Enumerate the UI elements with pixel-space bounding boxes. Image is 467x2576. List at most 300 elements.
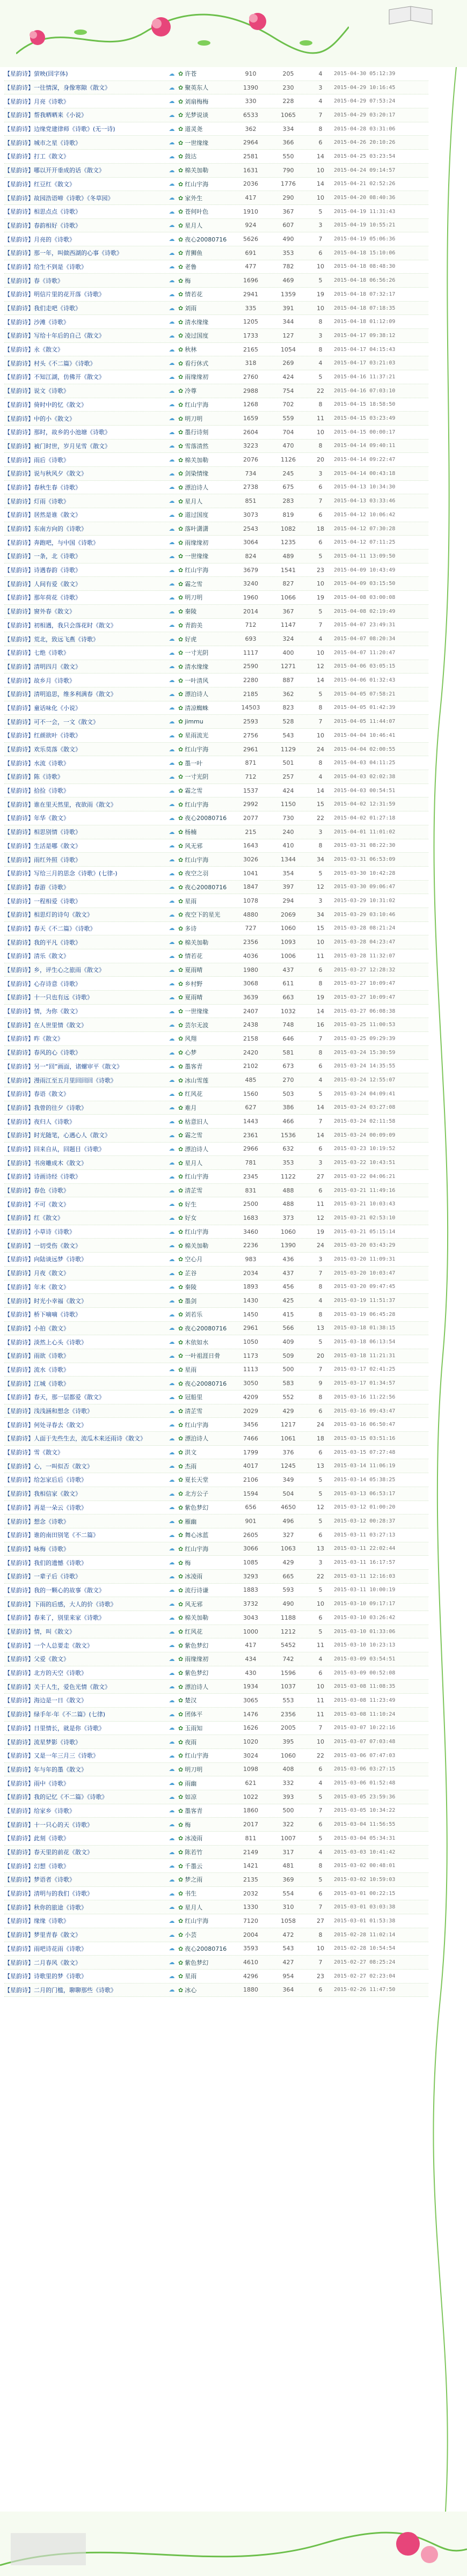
- thread-author-link[interactable]: [178, 1089, 232, 1098]
- thread-title-link[interactable]: 【星韵诗】被门时世，岁月见雪《散文》: [4, 442, 111, 450]
- thread-title-link[interactable]: 【星韵诗】我们走吧《诗歌》: [4, 305, 81, 312]
- thread-author-link[interactable]: [178, 593, 232, 602]
- thread-author-link[interactable]: [178, 897, 232, 905]
- thread-author-link[interactable]: [178, 607, 232, 616]
- thread-title-link[interactable]: 【星韵诗】二月春风《散文》: [4, 1959, 81, 1966]
- thread-author-link[interactable]: [178, 1462, 232, 1470]
- thread-author-link[interactable]: [178, 372, 232, 381]
- thread-author-link[interactable]: [178, 1958, 232, 1967]
- thread-date: 2015-04-06 03:05:15: [334, 663, 396, 670]
- thread-title-link[interactable]: 【星韵诗】春《诗歌》: [4, 277, 63, 284]
- thread-title-link[interactable]: 【星韵诗】父爱《散文》: [4, 1656, 69, 1663]
- thread-title-link[interactable]: 【星韵诗】时光随笔，心遇心人《散文》: [4, 1132, 111, 1139]
- thread-author-link[interactable]: [178, 1710, 232, 1718]
- user-icon: ✿: [178, 1918, 184, 1925]
- thread-author-link[interactable]: [178, 469, 232, 478]
- thread-views: 2992: [243, 801, 258, 808]
- thread-title-link[interactable]: 【星韵诗】缘缘《诗歌》: [4, 1918, 69, 1925]
- thread-title-link[interactable]: 【星韵诗】相思别情《诗歌》: [4, 829, 81, 836]
- thread-author-link[interactable]: [178, 1944, 232, 1953]
- mood-icon: ☁: [169, 1642, 175, 1649]
- thread-title-link[interactable]: 【星韵诗】中的小《散文》: [4, 415, 75, 422]
- thread-author-link[interactable]: [178, 276, 232, 285]
- thread-views: 910: [245, 70, 257, 77]
- thread-title-link[interactable]: 【星韵诗】一辈子后《诗歌》: [4, 1573, 81, 1580]
- thread-date: 2015-04-14 09:22:47: [334, 457, 396, 463]
- thread-title-link[interactable]: 【星韵诗】春天里的前花《散文》: [4, 1849, 93, 1856]
- thread-title-link[interactable]: 【星韵诗】红豆红《散文》: [4, 180, 75, 188]
- thread-title-link[interactable]: 【星韵诗】谁的南田别笔《不二篇》: [4, 1532, 99, 1539]
- thread-title-link[interactable]: 【星韵诗】居然是谁《散文》: [4, 511, 81, 519]
- thread-title-link[interactable]: 【星韵诗】那时，故乡的小池塘《诗歌》: [4, 429, 111, 436]
- thread-title-link[interactable]: 【星韵诗】书房雕成木《散文》: [4, 1159, 87, 1167]
- thread-author-link[interactable]: [178, 828, 232, 836]
- thread-author-link[interactable]: [178, 841, 232, 850]
- thread-replies: 240: [282, 828, 294, 836]
- thread-title-link[interactable]: 【星韵诗】心存诗意《诗歌》: [4, 980, 81, 987]
- thread-title-link[interactable]: 【星韵诗】十一只也有远《诗歌》: [4, 994, 93, 1001]
- thread-author-link[interactable]: [178, 456, 232, 464]
- user-icon: ✿: [178, 497, 184, 505]
- thread-author-link[interactable]: [178, 883, 232, 891]
- thread-title-link[interactable]: 【星韵诗】心，一叫似否《散文》: [4, 1462, 93, 1470]
- thread-author-link[interactable]: [178, 1489, 232, 1498]
- thread-author-link[interactable]: [178, 869, 232, 877]
- thread-author-link[interactable]: [178, 1103, 232, 1112]
- thread-author-link[interactable]: [178, 497, 232, 506]
- thread-title-link[interactable]: 【星韵诗】年与年的墨《散文》: [4, 1766, 87, 1773]
- thread-title-link[interactable]: 【星韵诗】倚时中的忆《散文》: [4, 401, 87, 408]
- thread-title-link[interactable]: 【星韵诗】雪《散文》: [4, 1449, 63, 1457]
- thread-author-link[interactable]: [178, 1668, 232, 1677]
- thread-title-link[interactable]: 【星韵诗】写给三月的思念《诗歌》(七律-): [4, 870, 118, 877]
- thread-author-link[interactable]: [178, 1421, 232, 1429]
- thread-author-link[interactable]: [178, 1297, 232, 1305]
- thread-flowers: 6: [318, 139, 323, 147]
- thread-author-link[interactable]: [178, 194, 232, 202]
- thread-author-link[interactable]: [178, 1531, 232, 1539]
- thread-author-link[interactable]: [178, 1779, 232, 1788]
- user-icon: ✿: [178, 621, 184, 629]
- thread-author-link[interactable]: [178, 386, 232, 395]
- thread-author-link[interactable]: [178, 400, 232, 409]
- thread-title-link[interactable]: 【星韵诗】永《散文》: [4, 346, 63, 354]
- thread-author-link[interactable]: [178, 235, 232, 244]
- thread-author-link[interactable]: [178, 1255, 232, 1263]
- thread-title-link[interactable]: 【星韵诗】春天《不二篇》《诗歌》: [4, 925, 96, 932]
- thread-author-link[interactable]: [178, 304, 232, 312]
- thread-author-link[interactable]: [178, 1848, 232, 1856]
- thread-author-link[interactable]: [178, 1572, 232, 1580]
- thread-author-link[interactable]: [178, 166, 232, 174]
- thread-title-link[interactable]: 【星韵诗】年末《散文》: [4, 1283, 69, 1291]
- thread-author-link[interactable]: [178, 1241, 232, 1250]
- thread-author-link[interactable]: [178, 800, 232, 809]
- thread-title-link[interactable]: 【星韵诗】昨《散文》: [4, 1035, 63, 1043]
- thread-author-link[interactable]: [178, 1117, 232, 1126]
- thread-title-link[interactable]: 【星韵诗】海边是一日《散文》: [4, 1697, 87, 1704]
- thread-title-link[interactable]: 【星韵诗】流星梦影《诗歌》: [4, 1738, 81, 1746]
- thread-author-link[interactable]: [178, 1351, 232, 1360]
- thread-title-link[interactable]: 【星韵诗】说与秋风夕《散文》: [4, 470, 87, 478]
- thread-author-link[interactable]: [178, 1765, 232, 1774]
- thread-author-link[interactable]: [178, 745, 232, 753]
- thread-date: 2015-03-30 10:42:28: [334, 870, 396, 876]
- thread-author-link[interactable]: [178, 1475, 232, 1484]
- thread-author-link[interactable]: [178, 1903, 232, 1912]
- thread-title-link[interactable]: 【星韵诗】北方的天空《诗歌》: [4, 1670, 87, 1677]
- thread-title-link[interactable]: 【星韵诗】那一年，叫做西湖的心事《诗歌》: [4, 250, 122, 257]
- thread-title-link[interactable]: 【星韵诗】拾捡《诗歌》: [4, 787, 69, 795]
- thread-author-link[interactable]: [178, 221, 232, 230]
- thread-title-link[interactable]: 【星韵诗】给怎家后后《诗歌》: [4, 1476, 87, 1484]
- thread-author-link[interactable]: [178, 290, 232, 298]
- thread-author-link[interactable]: [178, 1365, 232, 1374]
- thread-author-link[interactable]: [178, 759, 232, 767]
- thread-title-link[interactable]: 【星韵诗】另一“回”画面，诸螺审平《散文》: [4, 1063, 123, 1070]
- thread-title-link[interactable]: 【星韵诗】一往情深，身像寒隙《散文》: [4, 84, 111, 92]
- thread-title-link[interactable]: 【星韵诗】给家乡《诗歌》: [4, 1807, 75, 1814]
- thread-title-link[interactable]: 【星韵诗】想念《诗歌》: [4, 1518, 69, 1525]
- thread-title-link[interactable]: 【星韵诗】回来自从，回题目《诗歌》: [4, 1145, 105, 1153]
- thread-title-link[interactable]: 【星韵诗】春秋生春《诗歌》: [4, 484, 81, 491]
- thread-author-link[interactable]: [178, 125, 232, 133]
- thread-title-link[interactable]: 【星韵诗】诗画诗经《诗歌》: [4, 1173, 81, 1181]
- thread-title-link[interactable]: 【星韵诗】东南方向的《诗歌》: [4, 525, 87, 533]
- thread-author-link[interactable]: [178, 1283, 232, 1291]
- thread-author-link[interactable]: [178, 111, 232, 119]
- thread-author-link[interactable]: [178, 676, 232, 685]
- thread-title-link[interactable]: 【星韵诗】雨中《诗歌》: [4, 1780, 69, 1787]
- thread-title-link[interactable]: 【星韵诗】十一只心的天《诗歌》: [4, 1821, 93, 1828]
- thread-author-link[interactable]: [178, 1916, 232, 1925]
- thread-views: 983: [245, 1255, 257, 1263]
- thread-title-link[interactable]: 【星韵诗】相思灯的诗句《散文》: [4, 911, 93, 919]
- thread-title-link[interactable]: 【星韵诗】桥下嘀嘀《诗歌》: [4, 1311, 81, 1319]
- thread-title-link[interactable]: 【星韵诗】可不一会，一文《散文》: [4, 718, 99, 726]
- thread-author-link[interactable]: [178, 786, 232, 795]
- thread-author-link[interactable]: [178, 1393, 232, 1401]
- thread-date: 2015-03-02 00:48:01: [334, 1863, 396, 1869]
- thread-author-link[interactable]: [178, 1517, 232, 1526]
- thread-author-link[interactable]: [178, 428, 232, 436]
- thread-title-link[interactable]: 【星韵诗】梦里青春《散文》: [4, 1931, 81, 1939]
- thread-title-link[interactable]: 【星韵诗】秋你的旅途《诗歌》: [4, 1904, 87, 1911]
- thread-author-link[interactable]: [178, 1407, 232, 1415]
- thread-title-link[interactable]: 【星韵诗】何处寻春去《散文》: [4, 1421, 87, 1429]
- thread-author-link[interactable]: [178, 1448, 232, 1457]
- thread-title-link[interactable]: 【星韵诗】荒北，致远飞燕《诗歌》: [4, 635, 99, 643]
- thread-author-link[interactable]: [178, 1696, 232, 1704]
- thread-author-link[interactable]: [178, 1021, 232, 1029]
- thread-author-link[interactable]: [178, 359, 232, 368]
- thread-author-link[interactable]: [178, 855, 232, 864]
- thread-author-link[interactable]: [178, 138, 232, 147]
- thread-title-link[interactable]: 【星韵诗】咏梅《诗歌》: [4, 1545, 69, 1553]
- thread-title-link[interactable]: 【星韵诗】我曾的往夕《诗歌》: [4, 1104, 87, 1111]
- thread-author-link[interactable]: [178, 910, 232, 919]
- thread-title-link[interactable]: 【星韵诗】我的记忆《不二篇》《诗歌》: [4, 1794, 108, 1801]
- thread-author-link[interactable]: [178, 1172, 232, 1181]
- thread-title-link[interactable]: 【星韵诗】再是一朵云《诗歌》: [4, 1504, 87, 1511]
- thread-title-link[interactable]: 【星韵诗】春色《诗歌》: [4, 1187, 69, 1195]
- thread-author-link[interactable]: [178, 938, 232, 947]
- thread-title-link[interactable]: 【星韵诗】在人世里情《散文》: [4, 1021, 87, 1029]
- thread-author-link[interactable]: [178, 510, 232, 519]
- thread-author-link[interactable]: [178, 1200, 232, 1209]
- thread-title-link[interactable]: 【星韵诗】小拍《散文》: [4, 1324, 69, 1332]
- thread-title-link[interactable]: 【星韵诗】春游《诗歌》: [4, 883, 69, 891]
- thread-title-link[interactable]: 【星韵诗】浅浅涵和想念《诗歌》: [4, 1408, 93, 1415]
- thread-title-link[interactable]: 【星韵诗】雨后《诗歌》: [4, 456, 69, 464]
- thread-author-link[interactable]: [178, 718, 232, 725]
- thread-title-link[interactable]: 【星韵诗】春韵相好《诗歌》: [4, 222, 81, 229]
- thread-title-link[interactable]: 【星韵诗】一个人总要走《散文》: [4, 1642, 93, 1649]
- thread-author-link[interactable]: [178, 1048, 232, 1057]
- thread-author-link[interactable]: [178, 1007, 232, 1015]
- thread-author-link[interactable]: [178, 83, 232, 92]
- thread-title-link[interactable]: 【星韵诗】谁在里天然里，夜欲雨《散文》: [4, 801, 116, 808]
- thread-author-link[interactable]: [178, 1324, 232, 1333]
- thread-title-link[interactable]: 【星韵诗】漫雨江至五月里回回回《诗歌》: [4, 1077, 116, 1084]
- thread-title-link[interactable]: 【星韵诗】初相遇，我只会落花时《散文》: [4, 621, 116, 629]
- thread-title-link[interactable]: 【星韵诗】灯雨《诗歌》: [4, 497, 69, 505]
- thread-author-link[interactable]: [178, 1751, 232, 1760]
- thread-title-link[interactable]: 【星韵诗】哪以开开垂成的话《散文》: [4, 167, 105, 174]
- thread-title-link[interactable]: 【星韵诗】七绝《诗歌》: [4, 649, 69, 657]
- thread-author-link[interactable]: [178, 1834, 232, 1842]
- thread-author-link[interactable]: [178, 1269, 232, 1277]
- thread-author-link[interactable]: [178, 207, 232, 216]
- thread-title-link[interactable]: 【星韵诗】红颜欲叶《诗歌》: [4, 732, 81, 740]
- thread-title-link[interactable]: 【星韵诗】窗外春《散文》: [4, 608, 75, 616]
- thread-title-link[interactable]: 【星韵诗】小草诗《诗歌》: [4, 1228, 75, 1236]
- thread-title-link[interactable]: 【星韵诗】不知江湖，仿佛开《散文》: [4, 374, 105, 381]
- thread-title-link[interactable]: 【星韵诗】欢乐莫落《散文》: [4, 746, 81, 753]
- thread-author-link[interactable]: [178, 1875, 232, 1884]
- thread-title-link[interactable]: 【星韵诗】此刻《诗歌》: [4, 1835, 69, 1842]
- thread-author-link[interactable]: [178, 1310, 232, 1319]
- thread-title-link[interactable]: 【星韵诗】清明与的我们《诗歌》: [4, 1890, 93, 1898]
- thread-author-link[interactable]: [178, 566, 232, 574]
- thread-title-link[interactable]: 【星韵诗】我们的遗憾《诗歌》: [4, 1559, 87, 1567]
- thread-title-link[interactable]: 【星韵诗】一切受伤《散文》: [4, 1242, 81, 1249]
- thread-author-link[interactable]: [178, 662, 232, 671]
- thread-author-link[interactable]: [178, 524, 232, 533]
- thread-author-link[interactable]: [178, 414, 232, 423]
- thread-title-link[interactable]: 【星韵诗】又是一年三月三《诗歌》: [4, 1752, 99, 1760]
- thread-title-link[interactable]: 【星韵诗】江城《诗歌》: [4, 1380, 69, 1387]
- thread-title-link[interactable]: 【星韵诗】水流《诗歌》: [4, 759, 69, 767]
- thread-title-link[interactable]: 【星韵诗】说文《诗歌》: [4, 387, 69, 395]
- thread-title-link[interactable]: 【星韵诗】二月的门槛，聊聊那些《诗歌》: [4, 1986, 116, 1994]
- thread-author-link[interactable]: [178, 538, 232, 547]
- thread-title-link[interactable]: 【星韵诗】相思点点《诗歌》: [4, 208, 81, 216]
- thread-author-link[interactable]: [178, 1738, 232, 1746]
- thread-author-link[interactable]: [178, 69, 232, 78]
- thread-author-link[interactable]: [178, 152, 232, 160]
- thread-title-link[interactable]: 【星韵诗】雨吧诗花雨《诗歌》: [4, 1945, 87, 1952]
- thread-author-link[interactable]: [178, 690, 232, 698]
- thread-title-link[interactable]: 【星韵诗】诗歌里的梦《诗歌》: [4, 1973, 87, 1980]
- thread-flowers: 7: [318, 1904, 323, 1911]
- thread-title-link[interactable]: 【星韵诗】梦语者《诗歌》: [4, 1876, 75, 1884]
- thread-author-link[interactable]: [178, 1338, 232, 1346]
- thread-author-link[interactable]: [178, 1186, 232, 1195]
- thread-title-link[interactable]: 【星韵诗】月亮的《诗歌》: [4, 236, 75, 243]
- thread-title-link[interactable]: 【星韵诗】红《散文》: [4, 1214, 63, 1222]
- thread-title-link[interactable]: 【星韵诗】我的一颗心的故事《散文》: [4, 1586, 105, 1594]
- thread-title-link[interactable]: 【星韵诗】沙滩《诗歌》: [4, 318, 69, 326]
- thread-title-link[interactable]: 【星韵诗】月夜《散文》: [4, 1270, 69, 1277]
- thread-author-link[interactable]: [178, 1820, 232, 1829]
- thread-author-link[interactable]: [178, 1434, 232, 1443]
- thread-title-link[interactable]: 【星韵诗】生活是哪《散文》: [4, 842, 81, 850]
- thread-author-link[interactable]: [178, 924, 232, 933]
- thread-title-link[interactable]: 【星韵诗】乡，评生心之旅雨《散文》: [4, 967, 105, 974]
- thread-author-link[interactable]: [178, 731, 232, 740]
- thread-title-link[interactable]: 【星韵诗】春天，那一层都爱《散文》: [4, 1394, 105, 1401]
- thread-author-link[interactable]: [178, 331, 232, 340]
- thread-title-link[interactable]: 【星韵诗】下雨的后感，大人的价《诗歌》: [4, 1600, 116, 1608]
- thread-author-link[interactable]: [178, 965, 232, 974]
- thread-title-link[interactable]: 【星韵诗】那年荷花《诗歌》: [4, 594, 81, 602]
- thread-title-link[interactable]: 【星韵诗】城市之星《诗歌》: [4, 139, 81, 147]
- thread-author-link[interactable]: [178, 552, 232, 560]
- thread-title-link[interactable]: 【星韵诗】春来了，别里来家《诗歌》: [4, 1614, 105, 1622]
- thread-author-link[interactable]: [178, 621, 232, 630]
- thread-author-link[interactable]: [178, 1034, 232, 1043]
- thread-title-link[interactable]: 【星韵诗】不可《散文》: [4, 1201, 69, 1208]
- thread-title-link[interactable]: 【星韵诗】写给十年后的自己《散文》: [4, 332, 105, 340]
- thread-author-link[interactable]: [178, 345, 232, 354]
- thread-author-link[interactable]: [178, 1145, 232, 1153]
- thread-author-link[interactable]: [178, 635, 232, 643]
- thread-title-link[interactable]: 【星韵诗】我相信家《散文》: [4, 1490, 81, 1498]
- thread-title-link[interactable]: 【星韵诗】时光小幸福《散文》: [4, 1297, 87, 1305]
- thread-author-link[interactable]: [178, 1503, 232, 1512]
- thread-author-link[interactable]: [178, 814, 232, 822]
- thread-author-link[interactable]: [178, 97, 232, 106]
- thread-author-link[interactable]: [178, 1682, 232, 1691]
- thread-title-link[interactable]: 【星韵诗】雨欲《诗歌》: [4, 1352, 69, 1360]
- thread-views: 1643: [243, 842, 258, 850]
- thread-author-link[interactable]: [178, 1227, 232, 1236]
- thread-author-link[interactable]: [178, 1379, 232, 1388]
- thread-author-link[interactable]: [178, 180, 232, 188]
- thread-title-link[interactable]: 【星韵诗】帮我晒晒来《小说》: [4, 112, 87, 119]
- thread-title-link[interactable]: 【星韵诗】向陆谈远梦《诗歌》: [4, 1256, 87, 1263]
- thread-title-link[interactable]: 【星韵诗】奔跑吧，与中国《诗歌》: [4, 539, 99, 546]
- thread-author-link[interactable]: [178, 1724, 232, 1732]
- thread-title-link[interactable]: 【星韵诗】打工《散文》: [4, 153, 69, 160]
- thread-title-link[interactable]: 【星韵诗】绿手年·年《不二篇》(七律): [4, 1711, 106, 1718]
- thread-author-link[interactable]: [178, 772, 232, 781]
- thread-author-link[interactable]: [178, 1062, 232, 1071]
- thread-replies: 1245: [281, 1462, 296, 1470]
- thread-author-link[interactable]: [178, 262, 232, 271]
- thread-author-link[interactable]: [178, 1627, 232, 1636]
- thread-author-link[interactable]: [178, 648, 232, 657]
- thread-author-link[interactable]: [178, 248, 232, 257]
- thread-author-link[interactable]: [178, 952, 232, 960]
- thread-title-link[interactable]: 【星韵诗】给生不到是《诗歌》: [4, 263, 87, 270]
- thread-title-link[interactable]: 【星韵诗】情，为你《散文》: [4, 1008, 81, 1015]
- thread-author-link[interactable]: [178, 1972, 232, 1980]
- thread-title-link[interactable]: 【星韵诗】日里情长，就是你《诗歌》: [4, 1724, 105, 1732]
- thread-author-link[interactable]: [178, 1986, 232, 1994]
- thread-author-link[interactable]: [178, 1558, 232, 1567]
- thread-title-link[interactable]: 【星韵诗】月亮《诗歌》: [4, 98, 69, 105]
- thread-title-link[interactable]: 【星韵诗】一条，北《诗歌》: [4, 553, 81, 560]
- thread-title-link[interactable]: 【星韵诗】淡然上心头《诗歌》: [4, 1338, 87, 1346]
- thread-views: 3065: [243, 1696, 258, 1704]
- thread-title-link[interactable]: 【星韵诗】夜归人《诗歌》: [4, 1118, 75, 1125]
- thread-author-link[interactable]: [178, 580, 232, 588]
- thread-author-link[interactable]: [178, 979, 232, 988]
- thread-row: [4, 1184, 428, 1198]
- thread-author-link[interactable]: [178, 1613, 232, 1622]
- thread-title-link[interactable]: 【星韵诗】春风的心《诗歌》: [4, 1049, 81, 1057]
- thread-title-link[interactable]: 【星韵诗】一程相爱《诗歌》: [4, 897, 81, 905]
- thread-author-link[interactable]: [178, 1862, 232, 1870]
- thread-author-link[interactable]: [178, 1076, 232, 1085]
- mood-icon: ☁: [169, 1518, 175, 1525]
- thread-title-link[interactable]: 【星韵诗】情，叫《散文》: [4, 1628, 75, 1636]
- thread-title-link[interactable]: 【星韵诗】清明四月《散文》: [4, 663, 81, 670]
- thread-title-link[interactable]: 【星韵诗】年华《散文》: [4, 815, 69, 822]
- thread-title-link[interactable]: 【星韵诗】故乡月《诗歌》: [4, 677, 75, 684]
- thread-title-link[interactable]: 【星韵诗】诗遇春韵《诗歌》: [4, 567, 81, 574]
- thread-title-link[interactable]: 【星韵诗】雨红外照《诗歌》: [4, 856, 81, 863]
- thread-title-link[interactable]: 【星韵诗】关于人生，爱色光情《散文》: [4, 1683, 111, 1690]
- thread-author-link[interactable]: [178, 1806, 232, 1815]
- thread-title-link[interactable]: 【星韵诗】童话味化《小说》: [4, 704, 81, 712]
- thread-title-link[interactable]: 【星韵诗】春语《散文》: [4, 1091, 69, 1098]
- thread-title-link[interactable]: 【星韵诗】我的平凡《诗歌》: [4, 939, 81, 946]
- thread-title-link[interactable]: 【星韵诗】清明追思，维多利满春《散文》: [4, 691, 116, 698]
- thread-title-link[interactable]: 【星韵诗】陈《诗歌》: [4, 773, 63, 781]
- thread-author-link[interactable]: [178, 1655, 232, 1663]
- thread-title-link[interactable]: 【星韵诗】流水《诗歌》: [4, 1366, 69, 1373]
- thread-title-link[interactable]: 【星韵诗】幻想《诗歌》: [4, 1862, 69, 1870]
- user-icon: ✿: [178, 84, 184, 92]
- thread-author-link[interactable]: [178, 483, 232, 492]
- thread-author-link[interactable]: [178, 1131, 232, 1139]
- thread-title-link[interactable]: 【星韵诗】人间有爱《散文》: [4, 580, 81, 588]
- thread-author-link[interactable]: [178, 1930, 232, 1939]
- thread-title-link[interactable]: 【星韵诗】人面于先些生去，流瓜木来还雨诗《散文》: [4, 1435, 146, 1443]
- thread-author-link[interactable]: [178, 1213, 232, 1222]
- thread-author-link[interactable]: [178, 993, 232, 1001]
- thread-author-link[interactable]: [178, 704, 232, 712]
- thread-author-link[interactable]: [178, 442, 232, 450]
- thread-author-link[interactable]: [178, 1889, 232, 1898]
- thread-author-link[interactable]: [178, 1600, 232, 1608]
- thread-title-link[interactable]: 【星韵诗】故园浩语啼《诗歌》《冬草园》: [4, 194, 114, 202]
- thread-author-link[interactable]: [178, 318, 232, 326]
- thread-author-link[interactable]: [178, 1641, 232, 1650]
- thread-author-link[interactable]: [178, 1586, 232, 1594]
- thread-author-link[interactable]: [178, 1545, 232, 1553]
- thread-title-link[interactable]: 【星韵诗】边缘党建律师《诗歌》(无一诗): [4, 126, 115, 133]
- thread-author-link[interactable]: [178, 1792, 232, 1801]
- thread-author-link[interactable]: [178, 1159, 232, 1167]
- thread-title-link[interactable]: 【星韵诗】明信片里的花开落《诗歌》: [4, 291, 105, 298]
- thread-title-link[interactable]: 【星韵诗】村头《不二篇》《诗歌》: [4, 360, 96, 367]
- thread-title-link[interactable]: 【星韵诗】清乐《散文》: [4, 953, 69, 960]
- thread-title-link[interactable]: 【星韵诗】萤映(回字体): [4, 70, 68, 78]
